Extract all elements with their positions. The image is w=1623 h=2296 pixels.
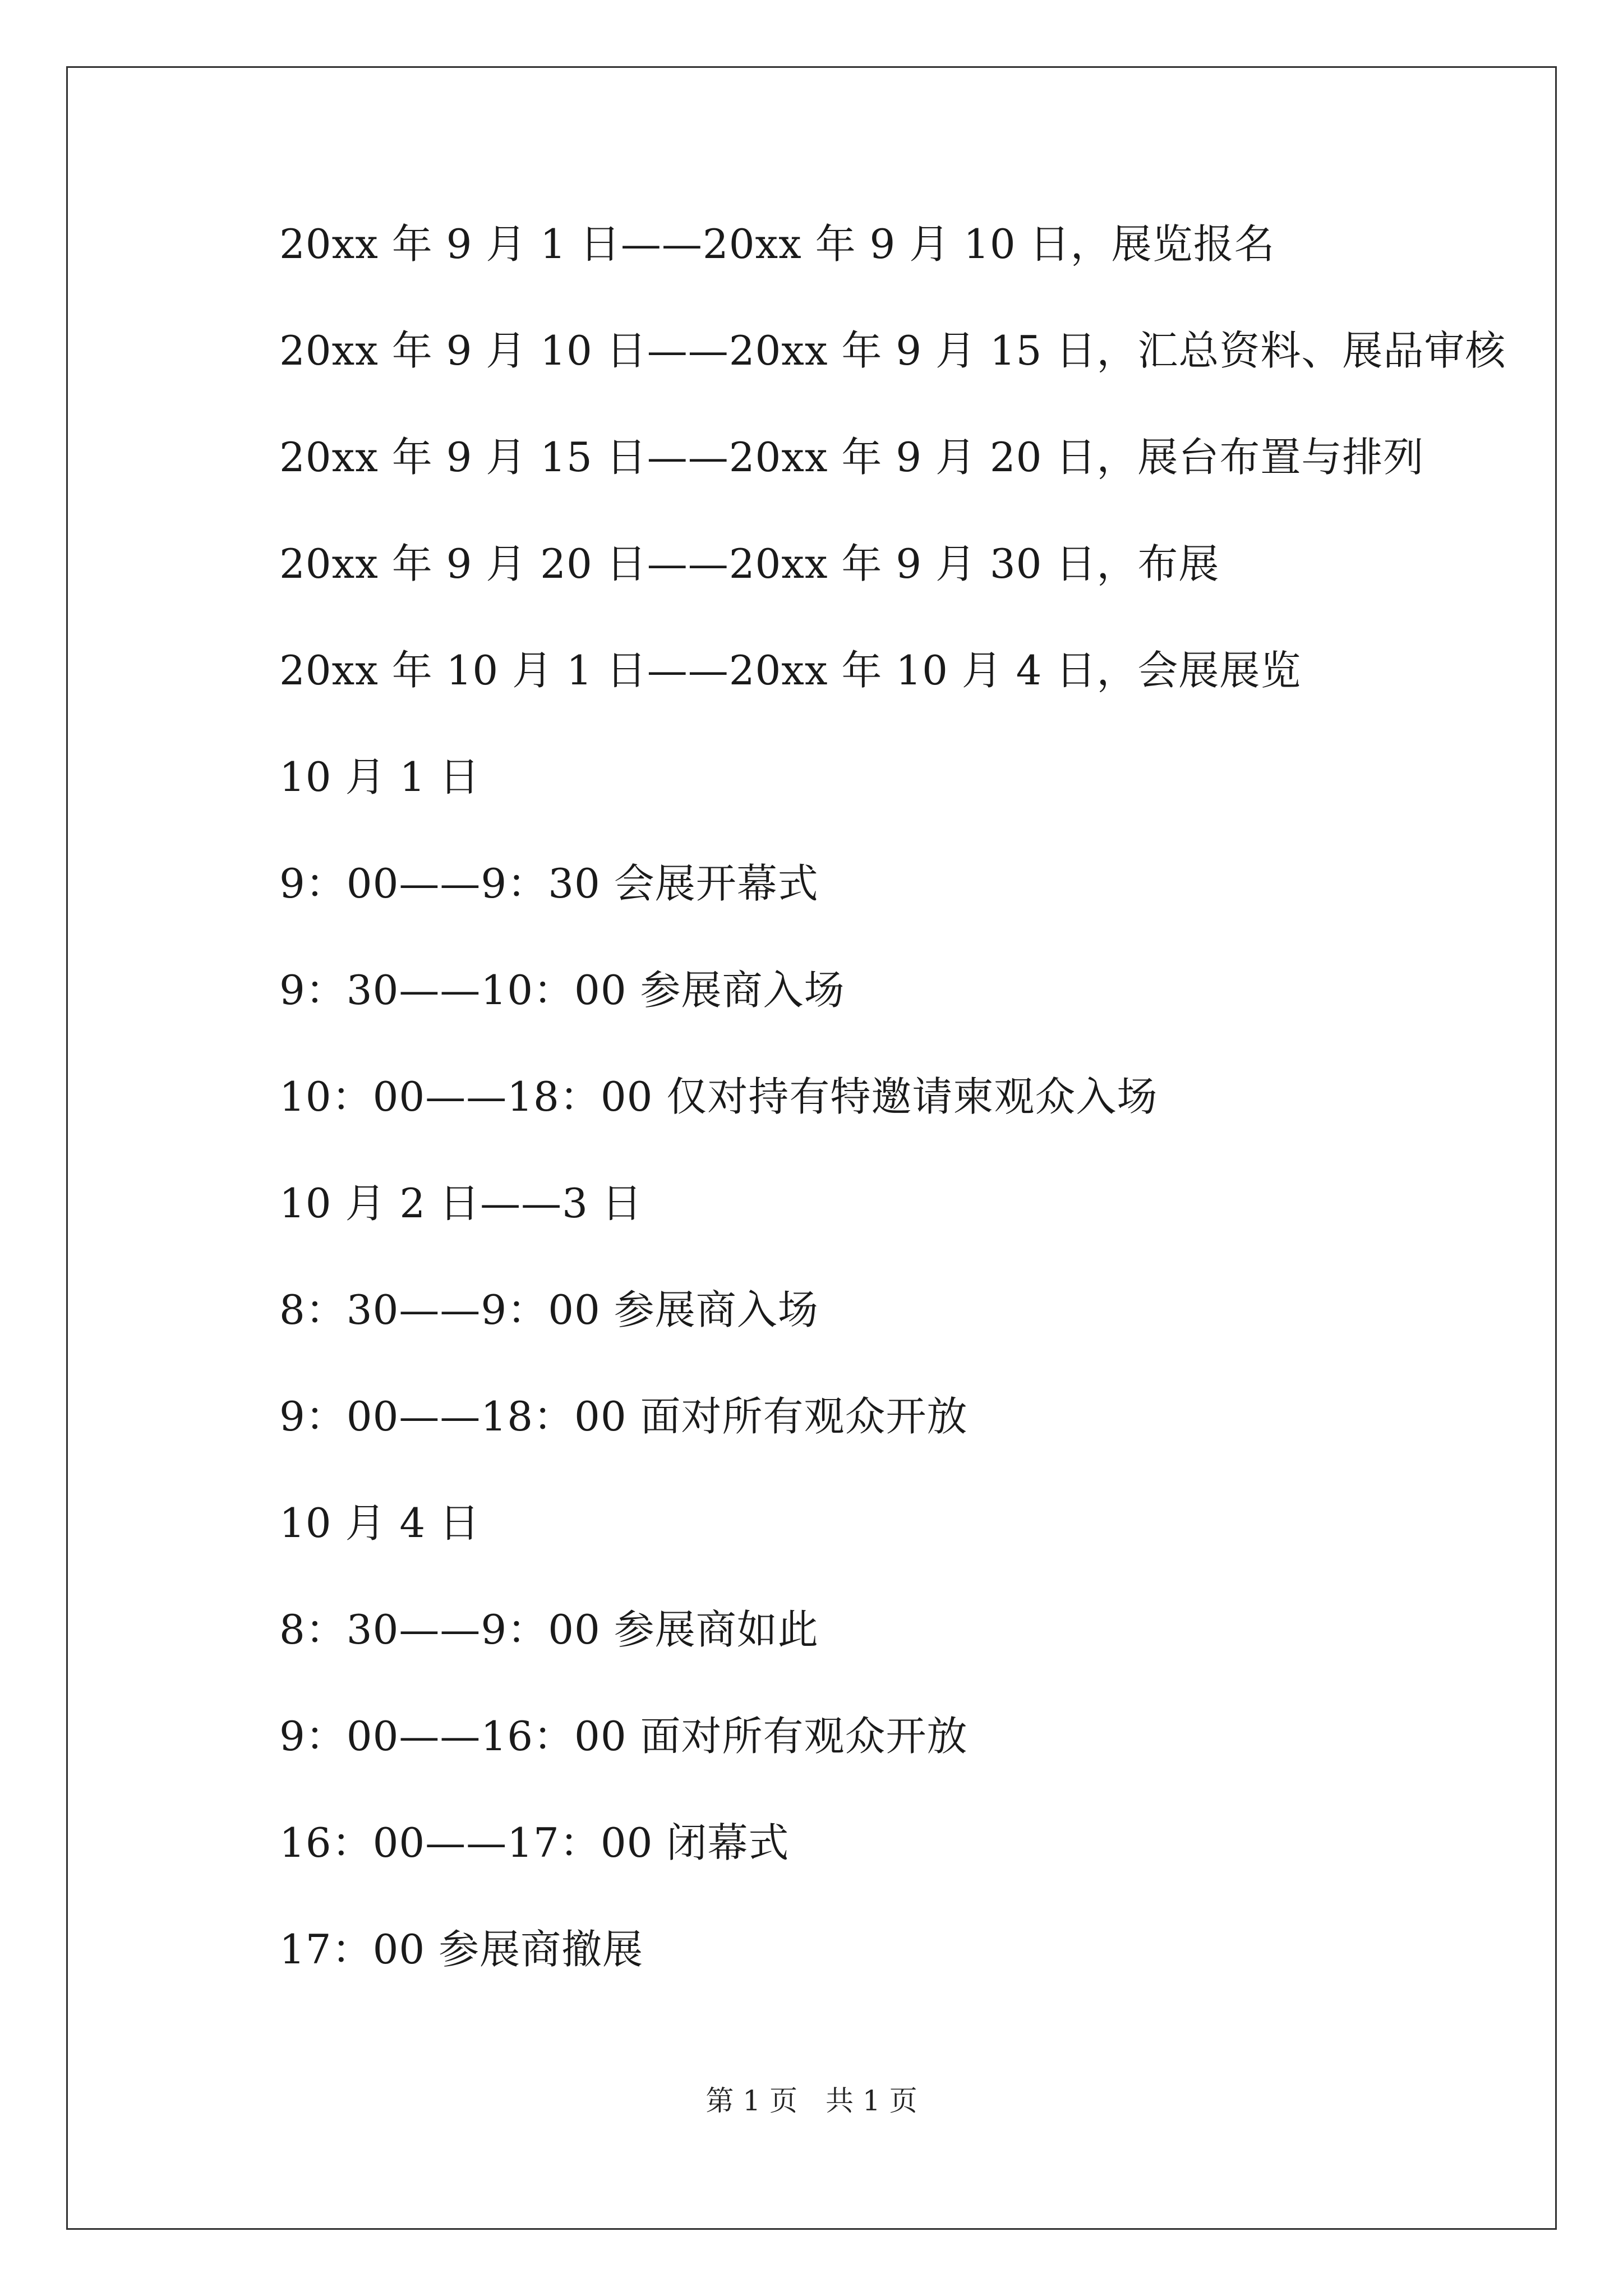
agenda-item: 17：00 参展商撤展 <box>279 1926 644 1973</box>
agenda-item: 9：30——10：00 参展商入场 <box>279 967 845 1014</box>
agenda-item: 8：30——9：00 参展商入场 <box>279 1286 819 1333</box>
day-heading-oct-2-3: 10 月 2 日——3 日 <box>279 1180 643 1227</box>
day-heading-oct-4: 10 月 4 日 <box>279 1499 481 1547</box>
agenda-item: 8：30——9：00 参展商如此 <box>279 1606 819 1653</box>
page-number-footer: 第 1 页 共 1 页 <box>706 2085 917 2117</box>
agenda-item: 10：00——18：00 仅对持有特邀请柬观众入场 <box>279 1073 1158 1120</box>
schedule-line-exhibition: 20xx 年 10 月 1 日——20xx 年 10 月 4 日，会展展览 <box>279 647 1302 694</box>
agenda-item: 9：00——16：00 面对所有观众开放 <box>279 1713 968 1760</box>
agenda-item: 9：00——18：00 面对所有观众开放 <box>279 1393 968 1440</box>
schedule-line-registration: 20xx 年 9 月 1 日——20xx 年 9 月 10 日，展览报名 <box>279 220 1275 268</box>
agenda-item: 9：00——9：30 会展开幕式 <box>279 860 819 907</box>
schedule-line-installation: 20xx 年 9 月 20 日——20xx 年 9 月 30 日，布展 <box>279 540 1220 587</box>
document-body <box>279 220 1506 2033</box>
schedule-line-review: 20xx 年 9 月 10 日——20xx 年 9 月 15 日，汇总资料、展品审核 <box>279 327 1506 374</box>
schedule-line-booth-setup: 20xx 年 9 月 15 日——20xx 年 9 月 20 日，展台布置与排列 <box>279 434 1424 481</box>
agenda-item: 16：00——17：00 闭幕式 <box>279 1819 790 1866</box>
day-heading-oct-1: 10 月 1 日 <box>279 753 481 800</box>
